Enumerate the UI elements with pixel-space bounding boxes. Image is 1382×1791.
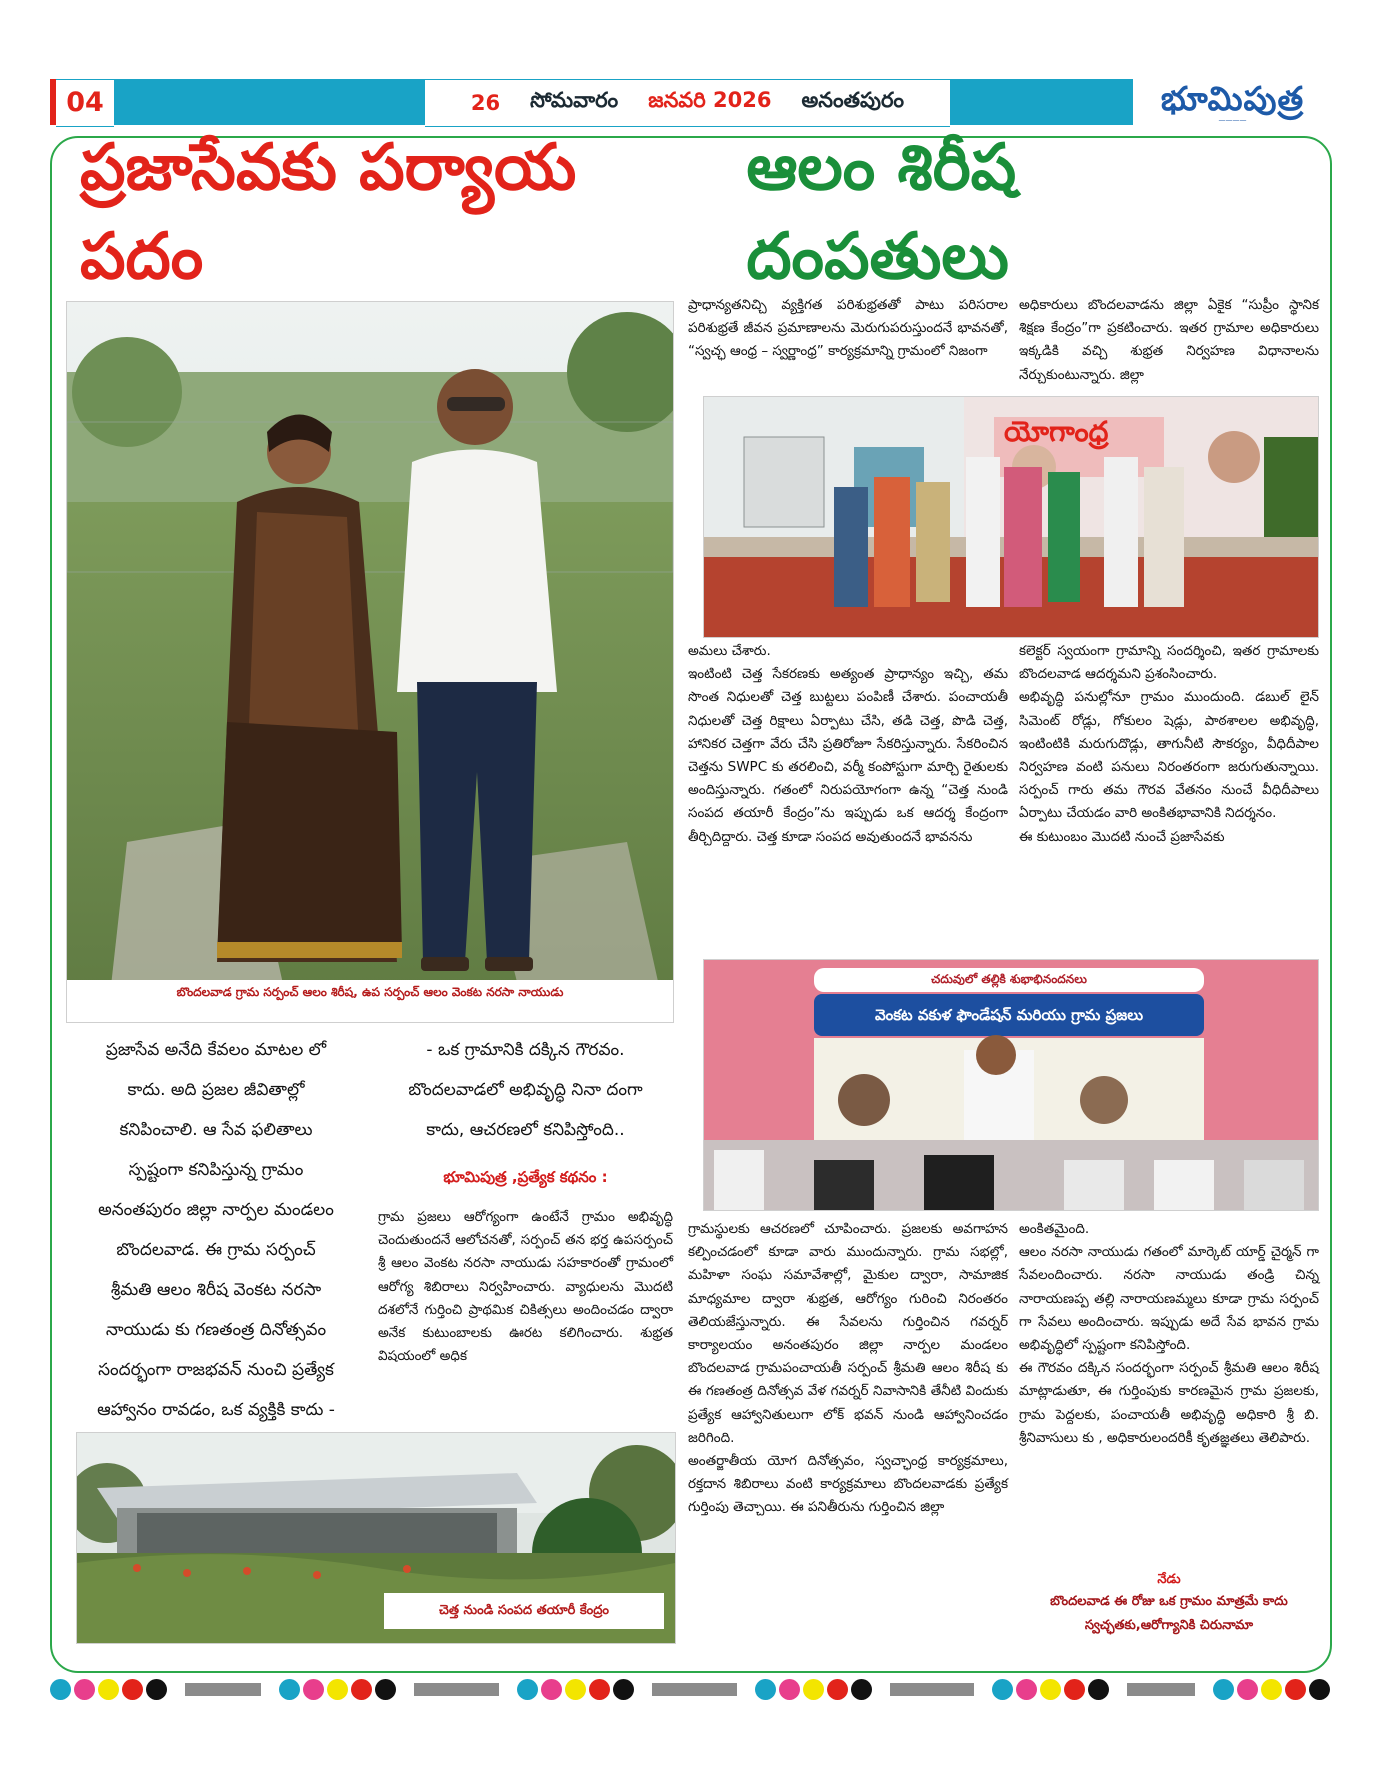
intro-line: కాదు. అది ప్రజల జీవితాల్లో — [127, 1080, 305, 1100]
intro-line: కాదు, ఆచరణలో కనిపిస్తోంది.. — [426, 1120, 625, 1140]
registration-dot — [517, 1679, 538, 1700]
registration-dot — [803, 1679, 824, 1700]
registration-dot — [1213, 1679, 1234, 1700]
special-report-label: భూమిపుత్ర ,ప్రత్యేక కథనం : — [443, 1168, 608, 1186]
intro-line: ప్రజాసేవ అనేది కేవలం మాటల లో — [105, 1040, 327, 1060]
paragraph: గ్రామస్థులకు ఆచరణలో చూపించారు. ప్రజలకు అవగాహన కల్పించడంలో కూడా వారు ముందున్నారు. గ్రామ సభల్లో, మహిళా సంఘ సమావేశాల్లో, మైకుల ద్వారా, సామాజిక మాధ్యమాల ద్వారా శుభ్రత, ఆరోగ్యం గురించి నిరంతరం తెలియజేస్తున్నారు. ఈ సేవలను గుర్తించిన గవర్నర్ కార్యాలయం అనంతపురం జిల్లా నార్పల మండలం బొందలవాడ గ్రామపంచాయతీ సర్పంచ్ శ్రీమతి ఆలం శిరీష కు ఈ గణతంత్ర దినోత్సవ వేళ గవర్నర్ నివాసానికి తేనీటి విందుకు ప్రత్యేక ఆహ్వానితులుగా లోక్ భవన్ నుండి ఆహ్వానించడం జరిగింది. — [688, 1221, 1008, 1446]
closing-line: స్వచ్ఛతకు,ఆరోగ్యానికి చిరునామా — [1084, 1618, 1254, 1633]
couple-photo-image — [67, 302, 673, 1022]
body-text-column4-bottom — [1019, 1218, 1319, 1450]
registration-dot — [1040, 1679, 1061, 1700]
paragraph: కలెక్టర్ స్వయంగా గ్రామాన్ని సందర్శించి, ఇతర గ్రామాలకు బొందలవాడ ఆదర్శమని ప్రశంసించారు. — [1019, 643, 1319, 683]
color-dots — [992, 1679, 1109, 1700]
dateline — [425, 79, 950, 127]
edition-place: అనంతపురం — [801, 88, 905, 112]
date-number: 26 — [470, 91, 501, 115]
weekday: సోమవారం — [530, 88, 619, 112]
registration-bar — [890, 1683, 975, 1696]
registration-dot — [74, 1679, 95, 1700]
registration-dot — [146, 1679, 167, 1700]
intro-column-right — [378, 1030, 673, 1368]
registration-dot — [122, 1679, 143, 1700]
paragraph: ఆలం నరసా నాయుడు గతంలో మార్కెట్ యార్డ్ చైర్మన్ గా సేవలందించారు. నరసా నాయుడు తండ్రి చిన్న నారాయణప్ప తల్లి నారాయణమ్మలు కూడా గ్రామ సర్పంచ్ గా సేవలు అందించారు. ఇప్పుడు అదే సేవ భావన గ్రామ అభివృద్ధిలో స్పష్టంగా కనిపిస్తోంది. — [1019, 1244, 1319, 1354]
event-banner-top: చదువులో తల్లికి శుభాభినందనలు — [931, 972, 1087, 986]
intro-line: స్పష్టంగా కనిపిస్తున్న గ్రామం — [128, 1160, 304, 1180]
registration-dot — [992, 1679, 1013, 1700]
body-text-column3-mid — [688, 640, 1008, 849]
headline — [80, 131, 1300, 294]
registration-dot — [1309, 1679, 1330, 1700]
color-dots — [755, 1679, 872, 1700]
registration-dot — [327, 1679, 348, 1700]
couple-photo-caption: బొందలవాడ గ్రామ సర్పంచ్ ఆలం శిరీష, ఉప సర్పంచ్ ఆలం వెంకట నరసా నాయుడు — [176, 985, 564, 999]
event-banner-main: వెంకట వకుళ ఫౌండేషన్ మరియు గ్రామ ప్రజలు — [874, 1006, 1144, 1024]
logo-tagline-mark: ———— — [1218, 116, 1247, 124]
registration-dot — [565, 1679, 586, 1700]
intro-line: ఆహ్వానం రావడం, ఒక వ్యక్తికి కాదు - — [97, 1400, 335, 1420]
paragraph: ఇంటింటి చెత్త సేకరణకు అత్యంత ప్రాధాన్యం ఇచ్చి, తమ సొంత నిధులతో చెత్త బుట్టలు పంపిణీ చేశారు. పంచాయతీ నిధులతో చెత్త రిక్షాలు ఏర్పాటు చేసి, తడి చెత్త, పొడి చెత్త, హానికర చెత్తగా వేరు చేసి ప్రతిరోజూ సేకరిస్తున్నారు. సేకరించిన చెత్తను SWPC కు తరలించి, వర్మీ కంపోస్టుగా మార్చి రైతులకు అందిస్తున్నారు. గతంలో నిరుపయోగంగా ఉన్న “చెత్త నుండి సంపద తయారీ కేంద్రం”ను ఇప్పుడు ఒక ఆదర్శ కేంద్రంగా తీర్చిదిద్దారు. చెత్త కూడా సంపద అవుతుందనే భావనను — [688, 666, 1008, 845]
body-text-column3-top: ప్రాధాన్యతనిచ్చి వ్యక్తిగత పరిశుభ్రతతో పాటు పరిసరాల పరిశుభ్రతే జీవన ప్రమాణాలను మెరుగుపరుస్తుందనే భావనతో, “స్వచ్ఛ ఆంధ్ర – స్వర్ణాంధ్ర” కార్యక్రమాన్ని గ్రామంలో నిజంగా — [688, 297, 1008, 360]
registration-dot — [1261, 1679, 1282, 1700]
closing-note — [1019, 1572, 1319, 1638]
paragraph: అంకితమైంది. — [1019, 1221, 1090, 1237]
registration-dot — [851, 1679, 872, 1700]
registration-dot — [827, 1679, 848, 1700]
intro-line: అనంతపురం జిల్లా నార్పల మండలం — [98, 1200, 334, 1220]
registration-dot — [613, 1679, 634, 1700]
intro-line: కనిపించాలి. ఆ సేవ ఫలితాలు — [119, 1120, 313, 1140]
foundation-event-photo — [703, 959, 1319, 1211]
header-band-left — [114, 79, 425, 125]
registration-bar — [652, 1683, 737, 1696]
intro-line: - ఒక గ్రామానికి దక్కిన గౌరవం. — [426, 1040, 625, 1060]
foundation-event-image — [704, 960, 1318, 1210]
print-registration-strip — [50, 1677, 1330, 1701]
registration-dot — [279, 1679, 300, 1700]
intro-column-left — [66, 1030, 366, 1430]
registration-dot — [541, 1679, 562, 1700]
color-dots — [279, 1679, 396, 1700]
body-text-column4-mid — [1019, 640, 1319, 849]
registration-dot — [779, 1679, 800, 1700]
body-text-column3-bottom — [688, 1218, 1008, 1520]
color-dots — [50, 1679, 167, 1700]
registration-dot — [351, 1679, 372, 1700]
registration-bar — [414, 1683, 499, 1696]
compost-photo-caption: చెత్త నుండి సంపద తయారీ కేంద్రం — [439, 1603, 609, 1618]
registration-bar — [1127, 1683, 1195, 1696]
intro-line: నాయుడు కు గణతంత్ర దినోత్సవం — [105, 1320, 327, 1340]
registration-dot — [375, 1679, 396, 1700]
month-year: జనవరి 2026 — [648, 88, 772, 112]
registration-dot — [303, 1679, 324, 1700]
closing-line: బొందలవాడ ఈ రోజు ఒక గ్రామం మాత్రమే కాదు — [1050, 1594, 1288, 1609]
yoga-event-photo — [703, 396, 1319, 638]
registration-dot — [1285, 1679, 1306, 1700]
logo-text: భూమిపుత్ర — [1160, 79, 1305, 118]
registration-dot — [1064, 1679, 1085, 1700]
paragraph: ఈ కుటుంబం మొదటి నుంచే ప్రజాసేవకు — [1019, 828, 1225, 845]
headline-part1: ప్రజాసేవకు పర్యాయ పదం — [80, 131, 577, 294]
headline-part2: ఆలం శిరీష దంపతులు — [746, 131, 1017, 294]
intro-line: శ్రీమతి ఆలం శిరీష వెంకట నరసా — [110, 1280, 322, 1300]
paragraph: అంతర్జాతీయ యోగ దినోత్సవం, స్వచ్ఛాంధ్ర కార్యక్రమాలు, రక్తదాన శిబిరాలు వంటి కార్యక్రమాలు బొందలవాడకు ప్రత్యేక గుర్తింపు తెచ్చాయి. ఈ పనితీరును గుర్తించిన జిల్లా — [688, 1453, 1008, 1516]
registration-dot — [50, 1679, 71, 1700]
registration-dot — [1237, 1679, 1258, 1700]
paragraph: ఈ గౌరవం దక్కిన సందర్భంగా సర్పంచ్ శ్రీమతి ఆలం శిరీష మాట్లాడుతూ, ఈ గుర్తింపుకు కారణమైన గ్రామ ప్రజలకు, గ్రామ పెద్దలకు, పంచాయతీ అభివృద్ధి అధికారి శ్రీ బి. శ్రీనివాసులు కు , అధికారులందరికీ కృతజ్ఞతలు తెలిపారు. — [1019, 1360, 1319, 1446]
paragraph: అభివృద్ధి పనుల్లోనూ గ్రామం ముందుంది. డబుల్ లైన్ సిమెంట్ రోడ్లు, గోకులం షెడ్లు, పాఠశాలల అభివృద్ధి, ఇంటింటికి మరుగుదొడ్లు, తాగునీటి సౌకర్యం, వీధిదీపాల నిర్వహణ వంటి పనులు నిరంతరంగా జరుగుతున్నాయి. సర్పంచ్ గారు తమ గౌరవ వేతనం నుంచే వీధిదీపాలు ఏర్పాటు చేయడం వారి అంకితభావానికి నిదర్శనం. — [1019, 689, 1319, 822]
header-band-right — [950, 79, 1133, 125]
page-number: 04 — [56, 79, 114, 127]
masthead-logo — [1135, 76, 1330, 128]
color-dots — [1213, 1679, 1330, 1700]
closing-title: నేడు — [1157, 1572, 1181, 1587]
intro-line: బొందలవాడ. ఈ గ్రామ సర్పంచ్ — [116, 1240, 316, 1260]
registration-bar — [185, 1683, 261, 1696]
body-text-column2: గ్రామ ప్రజలు ఆరోగ్యంగా ఉంటేనే గ్రామం అభివృద్ధి చెందుతుందనే ఆలోచనతో, సర్పంచ్ తన భర్త ఉపసర్పంచ్ శ్రీ ఆలం వెంకట నరసా నాయుడు సహకారంతో గ్రామంలో ఆరోగ్య శిబిరాలు నిర్వహించారు. వ్యాధులను మొదటి దశలోనే గుర్తించి ప్రాథమిక చికిత్సలు అందించడం ద్వారా అనేక కుటుంబాలకు ఊరట కలిగించారు. శుభ్రత విషయంలో అధిక — [378, 1209, 673, 1365]
registration-dot — [1016, 1679, 1037, 1700]
body-text-column4-top: అధికారులు బొందలవాడను జిల్లా ఏకైక “సుప్రీం స్థానిక శిక్షణ కేంద్రం”గా ప్రకటించారు. ఇతర గ్రామాల అధికారులు ఇక్కడికి వచ్చి శుభ్రత నిర్వహణ విధానాలను నేర్చుకుంటున్నారు. జిల్లా — [1019, 297, 1319, 383]
intro-line: సందర్భంగా రాజభవన్ నుంచి ప్రత్యేక — [98, 1360, 334, 1380]
color-dots — [517, 1679, 634, 1700]
registration-dot — [1088, 1679, 1109, 1700]
registration-dot — [589, 1679, 610, 1700]
yoga-banner-text: యోగాంధ్ర — [1004, 415, 1109, 448]
intro-line: బొందలవాడలో అభివృద్ధి నినా దంగా — [408, 1080, 643, 1100]
couple-photo — [66, 301, 674, 1023]
registration-dot — [98, 1679, 119, 1700]
registration-dot — [755, 1679, 776, 1700]
compost-center-photo — [76, 1432, 676, 1644]
paragraph: అమలు చేశారు. — [688, 643, 771, 659]
